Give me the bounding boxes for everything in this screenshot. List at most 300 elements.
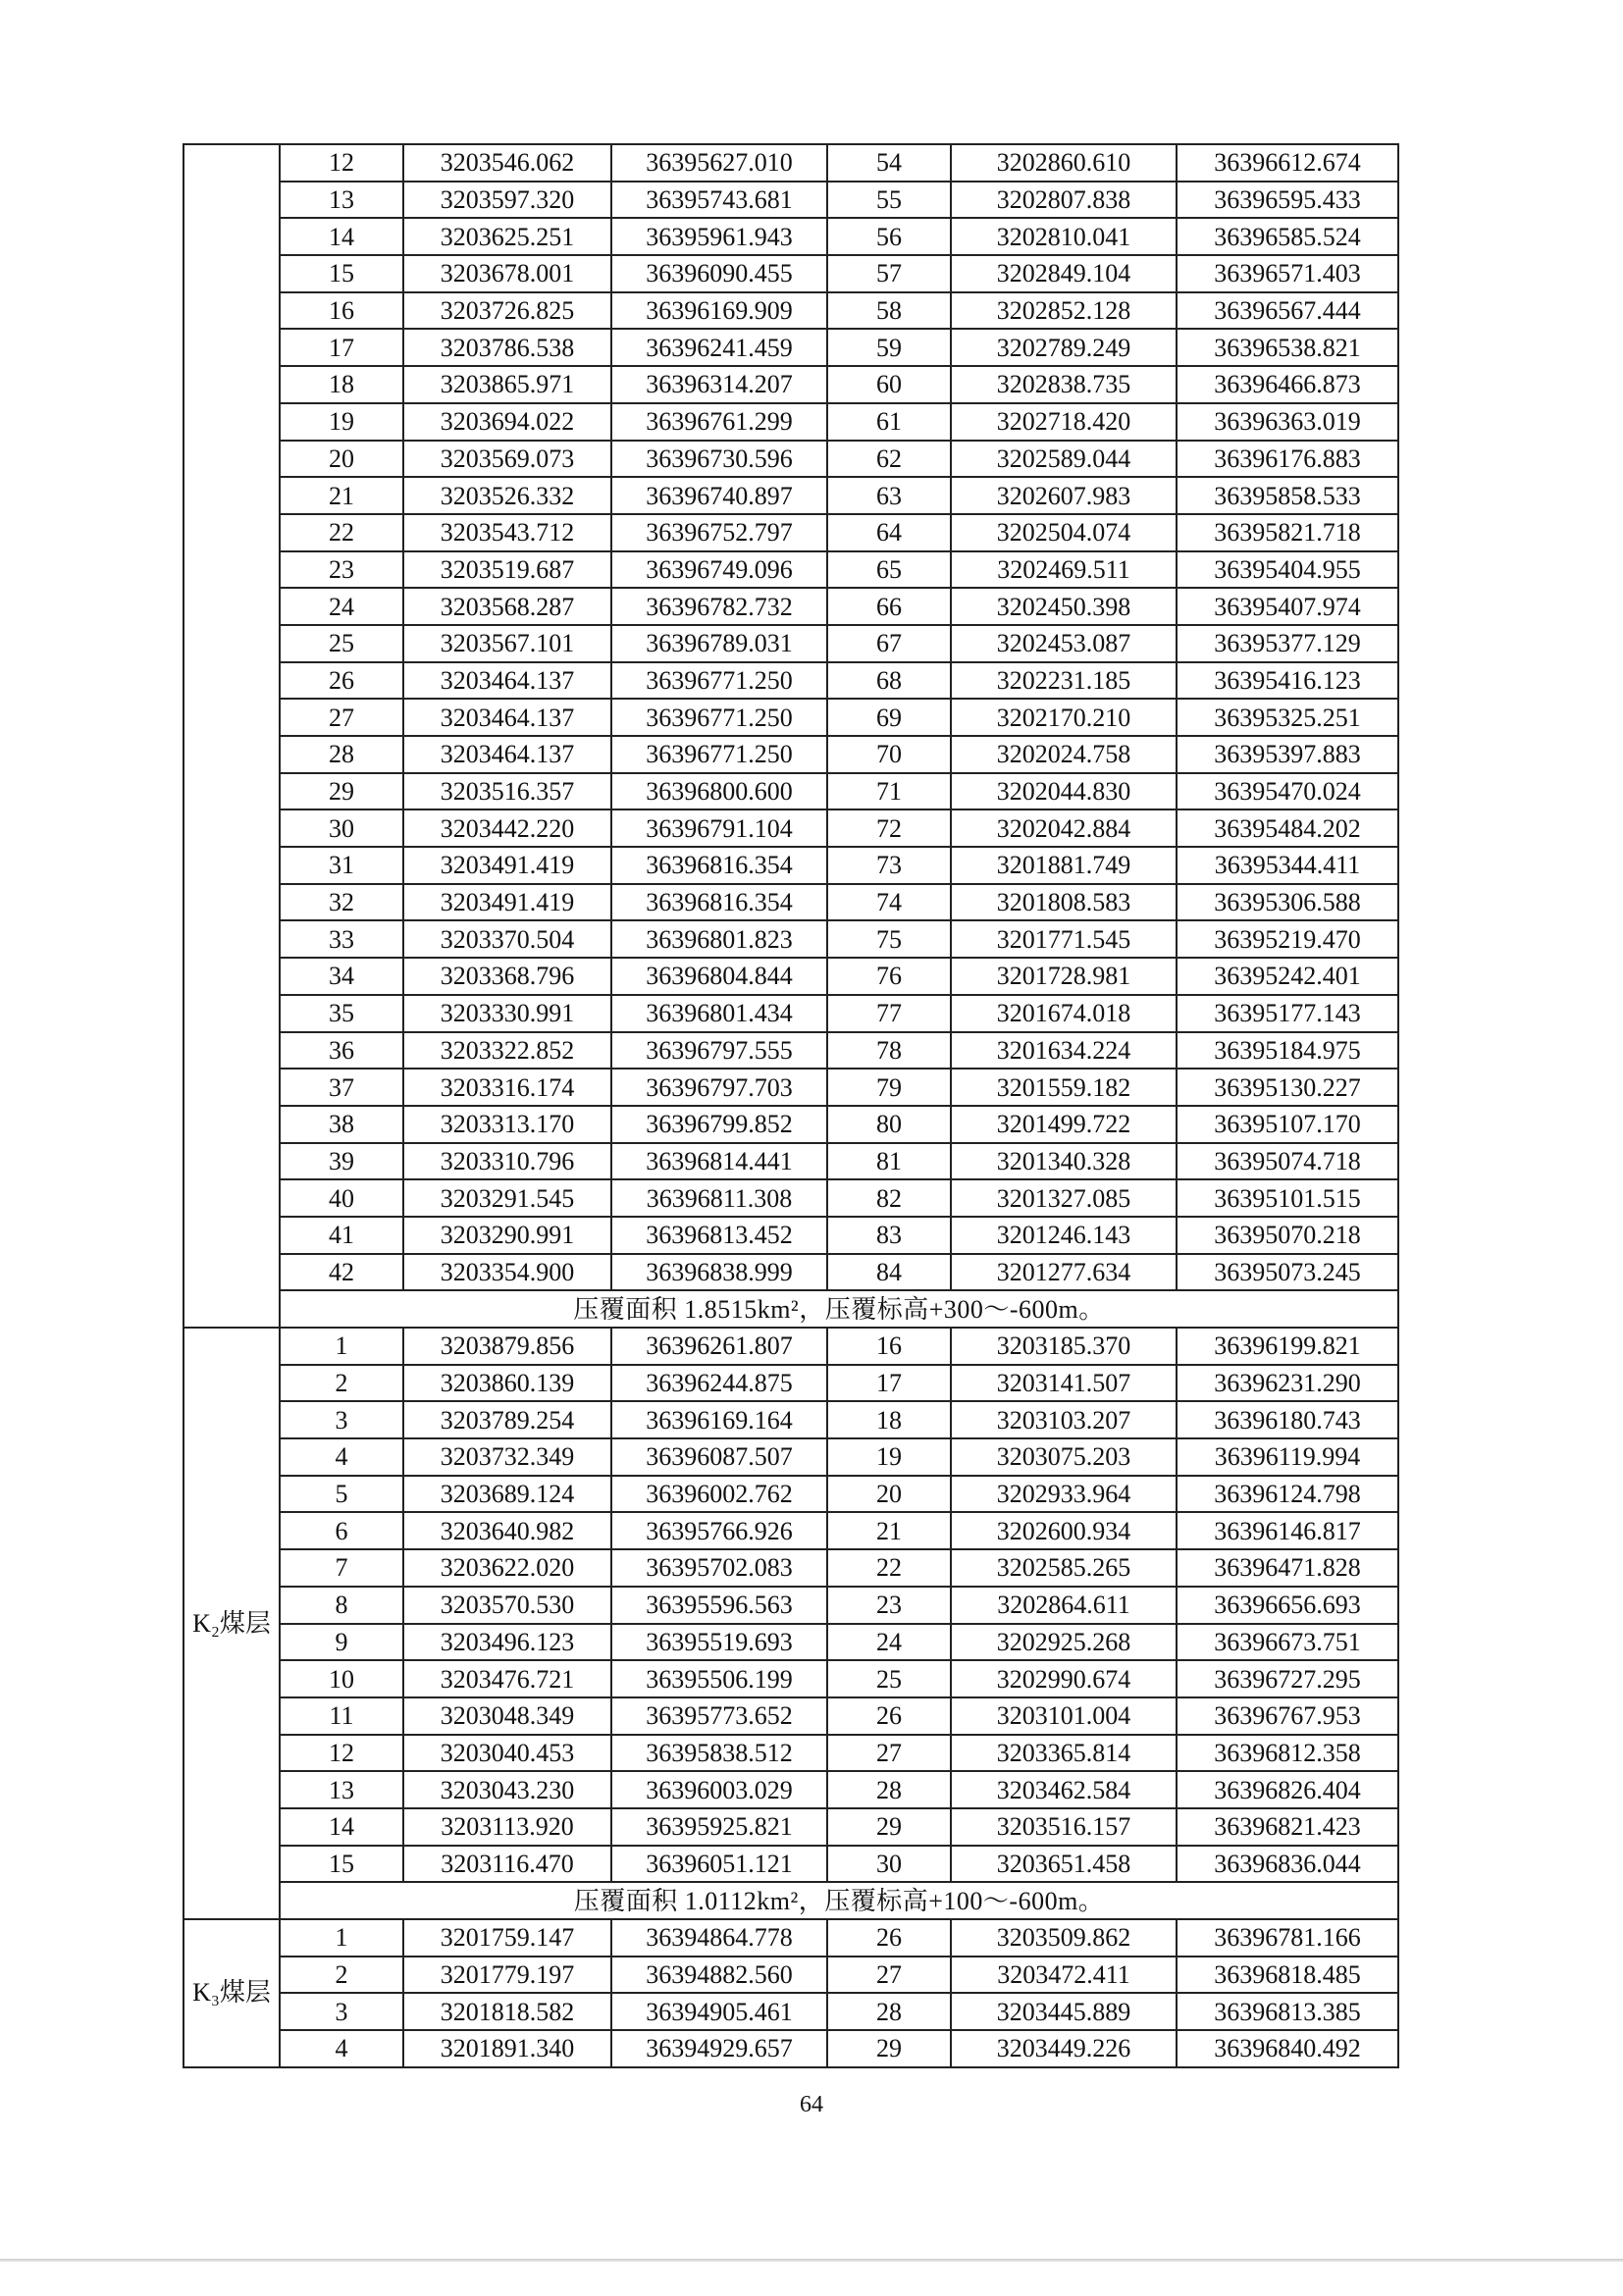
- table-cell: 3203103.207: [951, 1401, 1177, 1438]
- table-cell: 3202504.074: [951, 514, 1177, 551]
- table-row: [183, 1808, 1398, 1846]
- table-row: [183, 514, 1398, 551]
- table-cell: 3203570.530: [403, 1587, 611, 1624]
- table-cell: 3202600.934: [951, 1512, 1177, 1549]
- table-cell: 3203651.458: [951, 1846, 1177, 1883]
- table-cell: 17: [280, 329, 403, 366]
- table-cell: 1: [280, 1328, 403, 1365]
- table-cell: 32: [280, 884, 403, 921]
- table-cell: 3: [280, 1993, 403, 2030]
- table-cell: 3203116.470: [403, 1846, 611, 1883]
- table-row: [183, 662, 1398, 700]
- table-cell: 36396814.441: [611, 1143, 827, 1180]
- table-cell: 21: [280, 477, 403, 514]
- table-cell: 3203726.825: [403, 292, 611, 330]
- table-cell: 36395219.470: [1177, 920, 1398, 958]
- table-cell: 20: [280, 441, 403, 478]
- coal-layer-label: K₂煤层: [183, 1328, 280, 1919]
- table-row: [183, 218, 1398, 255]
- table-cell: 36396199.821: [1177, 1328, 1398, 1365]
- table-cell: 3202789.249: [951, 329, 1177, 366]
- table-row: [183, 995, 1398, 1032]
- table-cell: 37: [280, 1069, 403, 1106]
- table-cell: 36396119.994: [1177, 1438, 1398, 1476]
- table-cell: 36396612.674: [1177, 144, 1398, 182]
- table-cell: 3203075.203: [951, 1438, 1177, 1476]
- table-cell: 36396146.817: [1177, 1512, 1398, 1549]
- table-cell: 36395070.218: [1177, 1217, 1398, 1254]
- table-cell: 21: [827, 1512, 951, 1549]
- table-cell: 36396244.875: [611, 1365, 827, 1402]
- table-cell: 36394882.560: [611, 1957, 827, 1994]
- area-summary: 压覆面积 1.0112km²，压覆标高+100～-600m。: [280, 1882, 1398, 1919]
- table-row: [183, 1476, 1398, 1513]
- table-cell: 3203546.062: [403, 144, 611, 182]
- table-cell: 60: [827, 366, 951, 403]
- table-row: [183, 329, 1398, 366]
- table-cell: 36395838.512: [611, 1735, 827, 1772]
- table-cell: 36396749.096: [611, 551, 827, 589]
- table-cell: 36396800.600: [611, 773, 827, 810]
- table-cell: 36395377.129: [1177, 625, 1398, 662]
- table-cell: 30: [280, 809, 403, 847]
- table-row: [183, 1143, 1398, 1180]
- page-number: 64: [800, 2092, 823, 2117]
- table-cell: 68: [827, 662, 951, 700]
- table-cell: 3201728.981: [951, 958, 1177, 995]
- table-cell: 71: [827, 773, 951, 810]
- table-cell: 36396002.762: [611, 1476, 827, 1513]
- table-cell: 3202042.884: [951, 809, 1177, 847]
- table-cell: 36396789.031: [611, 625, 827, 662]
- table-cell: 36394929.657: [611, 2030, 827, 2067]
- table-cell: 62: [827, 441, 951, 478]
- table-cell: 3203316.174: [403, 1069, 611, 1106]
- table-cell: 36395306.588: [1177, 884, 1398, 921]
- table-cell: 36396801.823: [611, 920, 827, 958]
- table-cell: 36396797.703: [611, 1069, 827, 1106]
- table-cell: 36395627.010: [611, 144, 827, 182]
- table-row: [183, 699, 1398, 736]
- table-row: [183, 1993, 1398, 2030]
- table-cell: 3203476.721: [403, 1660, 611, 1697]
- table-cell: 3202864.611: [951, 1587, 1177, 1624]
- table-row: [183, 1365, 1398, 1402]
- table-cell: 16: [827, 1328, 951, 1365]
- area-summary: 压覆面积 1.8515km²，压覆标高+300～-600m。: [280, 1290, 1398, 1328]
- table-cell: 61: [827, 403, 951, 441]
- table-cell: 7: [280, 1549, 403, 1587]
- table-cell: 36396169.909: [611, 292, 827, 330]
- table-cell: 14: [280, 1808, 403, 1846]
- table-row: [183, 920, 1398, 958]
- table-cell: 36396003.029: [611, 1771, 827, 1808]
- table-cell: 41: [280, 1217, 403, 1254]
- table-cell: 33: [280, 920, 403, 958]
- table-cell: 36396813.452: [611, 1217, 827, 1254]
- table-row: [183, 884, 1398, 921]
- table-cell: 36395184.975: [1177, 1032, 1398, 1070]
- table-cell: 36395416.123: [1177, 662, 1398, 700]
- table-cell: 82: [827, 1179, 951, 1217]
- table-cell: 26: [827, 1697, 951, 1735]
- table-cell: 3202453.087: [951, 625, 1177, 662]
- table-cell: 36396771.250: [611, 736, 827, 773]
- table-cell: 36396314.207: [611, 366, 827, 403]
- table-cell: 36395242.401: [1177, 958, 1398, 995]
- table-cell: 29: [827, 2030, 951, 2067]
- table-row: [183, 1032, 1398, 1070]
- table-cell: 3203449.226: [951, 2030, 1177, 2067]
- table-cell: 3202044.830: [951, 773, 1177, 810]
- table-cell: 8: [280, 1587, 403, 1624]
- table-cell: 36396087.507: [611, 1438, 827, 1476]
- table-cell: 36396538.821: [1177, 329, 1398, 366]
- table-cell: 36396727.295: [1177, 1660, 1398, 1697]
- table-cell: 3203543.712: [403, 514, 611, 551]
- table-cell: 3203597.320: [403, 182, 611, 219]
- table-cell: 23: [280, 551, 403, 589]
- table-cell: 36395344.411: [1177, 847, 1398, 884]
- table-cell: 3203567.101: [403, 625, 611, 662]
- table-cell: 3202607.983: [951, 477, 1177, 514]
- table-cell: 36396813.385: [1177, 1993, 1398, 2030]
- coal-layer-label: [183, 144, 280, 1328]
- table-cell: 3203462.584: [951, 1771, 1177, 1808]
- table-cell: 55: [827, 182, 951, 219]
- table-row: [183, 144, 1398, 182]
- summary-row: [183, 1882, 1398, 1919]
- table-cell: 3203354.900: [403, 1254, 611, 1291]
- table-cell: 3202450.398: [951, 588, 1177, 625]
- table-row: [183, 441, 1398, 478]
- table-cell: 3202589.044: [951, 441, 1177, 478]
- table-cell: 2: [280, 1957, 403, 1994]
- table-cell: 18: [827, 1401, 951, 1438]
- table-cell: 36395858.533: [1177, 477, 1398, 514]
- table-cell: 3202925.268: [951, 1624, 1177, 1661]
- table-cell: 3202860.610: [951, 144, 1177, 182]
- table-cell: 3203313.170: [403, 1106, 611, 1143]
- table-row: [183, 1919, 1398, 1957]
- table-cell: 36395961.943: [611, 218, 827, 255]
- table-cell: 3202933.964: [951, 1476, 1177, 1513]
- table-cell: 36396231.290: [1177, 1365, 1398, 1402]
- table-cell: 36395107.170: [1177, 1106, 1398, 1143]
- table-row: [183, 1957, 1398, 1994]
- table-cell: 2: [280, 1365, 403, 1402]
- table-cell: 80: [827, 1106, 951, 1143]
- table-cell: 36396124.798: [1177, 1476, 1398, 1513]
- table-cell: 38: [280, 1106, 403, 1143]
- table-cell: 3203365.814: [951, 1735, 1177, 1772]
- table-cell: 36396176.883: [1177, 441, 1398, 478]
- table-cell: 3202852.128: [951, 292, 1177, 330]
- table-cell: 3203509.862: [951, 1919, 1177, 1957]
- table-cell: 36395766.926: [611, 1512, 827, 1549]
- table-row: [183, 1217, 1398, 1254]
- table-cell: 36396466.873: [1177, 366, 1398, 403]
- table-cell: 20: [827, 1476, 951, 1513]
- table-cell: 36396051.121: [611, 1846, 827, 1883]
- table-cell: 56: [827, 218, 951, 255]
- table-row: [183, 588, 1398, 625]
- table-row: [183, 1069, 1398, 1106]
- table-cell: 3203568.287: [403, 588, 611, 625]
- table-cell: 36396811.308: [611, 1179, 827, 1217]
- table-cell: 29: [827, 1808, 951, 1846]
- table-row: [183, 1438, 1398, 1476]
- table-cell: 36395773.652: [611, 1697, 827, 1735]
- table-cell: 3201499.722: [951, 1106, 1177, 1143]
- table-cell: 3203491.419: [403, 847, 611, 884]
- table-row: [183, 1401, 1398, 1438]
- table-cell: 36396804.844: [611, 958, 827, 995]
- table-cell: 15: [280, 255, 403, 292]
- table-cell: 36396826.404: [1177, 1771, 1398, 1808]
- table-cell: 3203472.411: [951, 1957, 1177, 1994]
- table-cell: 36396767.953: [1177, 1697, 1398, 1735]
- table-cell: 59: [827, 329, 951, 366]
- table-cell: 3203464.137: [403, 736, 611, 773]
- table-row: [183, 625, 1398, 662]
- table-cell: 17: [827, 1365, 951, 1402]
- table-cell: 36395519.693: [611, 1624, 827, 1661]
- table-cell: 36396771.250: [611, 662, 827, 700]
- table-cell: 30: [827, 1846, 951, 1883]
- table-cell: 36395101.515: [1177, 1179, 1398, 1217]
- table-cell: 40: [280, 1179, 403, 1217]
- table-row: [183, 1624, 1398, 1661]
- table-cell: 3203622.020: [403, 1549, 611, 1587]
- table-cell: 3203496.123: [403, 1624, 611, 1661]
- table-cell: 36396797.555: [611, 1032, 827, 1070]
- table-cell: 36396363.019: [1177, 403, 1398, 441]
- table-cell: 54: [827, 144, 951, 182]
- table-row: [183, 477, 1398, 514]
- table-cell: 69: [827, 699, 951, 736]
- table-cell: 3203689.124: [403, 1476, 611, 1513]
- table-cell: 3203310.796: [403, 1143, 611, 1180]
- table-cell: 4: [280, 1438, 403, 1476]
- table-cell: 3203789.254: [403, 1401, 611, 1438]
- table-cell: 22: [827, 1549, 951, 1587]
- table-cell: 36395177.143: [1177, 995, 1398, 1032]
- table-cell: 36396791.104: [611, 809, 827, 847]
- table-cell: 3: [280, 1401, 403, 1438]
- scan-edge-line: [0, 2259, 1623, 2262]
- table-cell: 3203694.022: [403, 403, 611, 441]
- table-cell: 36395404.955: [1177, 551, 1398, 589]
- table-row: [183, 1328, 1398, 1365]
- table-cell: 65: [827, 551, 951, 589]
- table-cell: 83: [827, 1217, 951, 1254]
- coal-layer-label: K₃煤层: [183, 1919, 280, 2067]
- table-cell: 36395596.563: [611, 1587, 827, 1624]
- table-row: [183, 1735, 1398, 1772]
- table-cell: 3203445.889: [951, 1993, 1177, 2030]
- table-cell: 36395470.024: [1177, 773, 1398, 810]
- table-cell: 34: [280, 958, 403, 995]
- table-row: [183, 1846, 1398, 1883]
- table-cell: 3202170.210: [951, 699, 1177, 736]
- table-cell: 36396595.433: [1177, 182, 1398, 219]
- table-cell: 67: [827, 625, 951, 662]
- table-cell: 66: [827, 588, 951, 625]
- table-cell: 11: [280, 1697, 403, 1735]
- table-row: [183, 847, 1398, 884]
- table-row: [183, 809, 1398, 847]
- table-cell: 3203526.332: [403, 477, 611, 514]
- table-cell: 13: [280, 182, 403, 219]
- table-cell: 3201779.197: [403, 1957, 611, 1994]
- table-cell: 77: [827, 995, 951, 1032]
- table-cell: 3203322.852: [403, 1032, 611, 1070]
- table-cell: 3202718.420: [951, 403, 1177, 441]
- table-cell: 3203786.538: [403, 329, 611, 366]
- table-cell: 3202585.265: [951, 1549, 1177, 1587]
- table-cell: 36395743.681: [611, 182, 827, 219]
- table-cell: 84: [827, 1254, 951, 1291]
- table-cell: 3202838.735: [951, 366, 1177, 403]
- table-cell: 6: [280, 1512, 403, 1549]
- table-cell: 36396656.693: [1177, 1587, 1398, 1624]
- table-cell: 36395130.227: [1177, 1069, 1398, 1106]
- table-cell: 3203290.991: [403, 1217, 611, 1254]
- table-cell: 3203732.349: [403, 1438, 611, 1476]
- table-cell: 22: [280, 514, 403, 551]
- table-cell: 36394864.778: [611, 1919, 827, 1957]
- table-cell: 3203048.349: [403, 1697, 611, 1735]
- table-cell: 36396169.164: [611, 1401, 827, 1438]
- table-row: [183, 255, 1398, 292]
- table-cell: 3203491.419: [403, 884, 611, 921]
- table-cell: 36395074.718: [1177, 1143, 1398, 1180]
- table-cell: 36396730.596: [611, 441, 827, 478]
- table-row: [183, 958, 1398, 995]
- table-cell: 23: [827, 1587, 951, 1624]
- table-cell: 57: [827, 255, 951, 292]
- table-cell: 10: [280, 1660, 403, 1697]
- table-cell: 3203113.920: [403, 1808, 611, 1846]
- table-cell: 3203291.545: [403, 1179, 611, 1217]
- table-row: [183, 182, 1398, 219]
- table-row: [183, 1771, 1398, 1808]
- table-cell: 36395397.883: [1177, 736, 1398, 773]
- table-cell: 3201881.749: [951, 847, 1177, 884]
- table-cell: 36396781.166: [1177, 1919, 1398, 1957]
- table-cell: 3203101.004: [951, 1697, 1177, 1735]
- table-cell: 3203678.001: [403, 255, 611, 292]
- table-cell: 3203860.139: [403, 1365, 611, 1402]
- table-cell: 36395702.083: [611, 1549, 827, 1587]
- table-cell: 5: [280, 1476, 403, 1513]
- table-cell: 3203569.073: [403, 441, 611, 478]
- table-row: [183, 1512, 1398, 1549]
- table-cell: 19: [827, 1438, 951, 1476]
- table-cell: 36396471.828: [1177, 1549, 1398, 1587]
- table-cell: 42: [280, 1254, 403, 1291]
- table-cell: 26: [827, 1919, 951, 1957]
- table-cell: 75: [827, 920, 951, 958]
- table-cell: 81: [827, 1143, 951, 1180]
- table-cell: 36396261.807: [611, 1328, 827, 1365]
- table-cell: 3202849.104: [951, 255, 1177, 292]
- table-cell: 36395407.974: [1177, 588, 1398, 625]
- table-cell: 3203040.453: [403, 1735, 611, 1772]
- table-cell: 36396740.897: [611, 477, 827, 514]
- table-cell: 36396567.444: [1177, 292, 1398, 330]
- table-cell: 73: [827, 847, 951, 884]
- table-row: [183, 403, 1398, 441]
- table-row: [183, 2030, 1398, 2067]
- table-cell: 31: [280, 847, 403, 884]
- table-cell: 3203640.982: [403, 1512, 611, 1549]
- table-cell: 3203519.687: [403, 551, 611, 589]
- table-cell: 39: [280, 1143, 403, 1180]
- coordinate-table: [183, 143, 1399, 2068]
- table-cell: 36395484.202: [1177, 809, 1398, 847]
- table-cell: 36: [280, 1032, 403, 1070]
- table-cell: 36396241.459: [611, 329, 827, 366]
- table-row: [183, 1697, 1398, 1735]
- table-cell: 3203464.137: [403, 662, 611, 700]
- table-cell: 36396818.485: [1177, 1957, 1398, 1994]
- table-cell: 27: [280, 699, 403, 736]
- table-cell: 3201808.583: [951, 884, 1177, 921]
- table-cell: 13: [280, 1771, 403, 1808]
- table-cell: 36396812.358: [1177, 1735, 1398, 1772]
- table-cell: 35: [280, 995, 403, 1032]
- table-cell: 36395821.718: [1177, 514, 1398, 551]
- table-cell: 79: [827, 1069, 951, 1106]
- table-cell: 3203464.137: [403, 699, 611, 736]
- table-cell: 36396816.354: [611, 884, 827, 921]
- table-cell: 36396782.732: [611, 588, 827, 625]
- table-cell: 3203442.220: [403, 809, 611, 847]
- table-cell: 3202810.041: [951, 218, 1177, 255]
- table-cell: 3203865.971: [403, 366, 611, 403]
- table-row: [183, 1660, 1398, 1697]
- table-cell: 36396752.797: [611, 514, 827, 551]
- table-cell: 25: [280, 625, 403, 662]
- table-row: [183, 773, 1398, 810]
- table-cell: 9: [280, 1624, 403, 1661]
- table-row: [183, 1106, 1398, 1143]
- table-cell: 3202807.838: [951, 182, 1177, 219]
- table-cell: 3203185.370: [951, 1328, 1177, 1365]
- table-cell: 3202990.674: [951, 1660, 1177, 1697]
- table-cell: 28: [280, 736, 403, 773]
- table-row: [183, 1254, 1398, 1291]
- table-cell: 15: [280, 1846, 403, 1883]
- table-cell: 3203516.157: [951, 1808, 1177, 1846]
- table-cell: 3201771.545: [951, 920, 1177, 958]
- table-cell: 3203879.856: [403, 1328, 611, 1365]
- table-cell: 36395073.245: [1177, 1254, 1398, 1291]
- table-row: [183, 551, 1398, 589]
- table-cell: 70: [827, 736, 951, 773]
- table-cell: 16: [280, 292, 403, 330]
- table-cell: 36396090.455: [611, 255, 827, 292]
- table-cell: 3203516.357: [403, 773, 611, 810]
- table-cell: 3203368.796: [403, 958, 611, 995]
- table-cell: 3201674.018: [951, 995, 1177, 1032]
- table-row: [183, 366, 1398, 403]
- table-cell: 29: [280, 773, 403, 810]
- table-cell: 3201818.582: [403, 1993, 611, 2030]
- table-cell: 3201277.634: [951, 1254, 1177, 1291]
